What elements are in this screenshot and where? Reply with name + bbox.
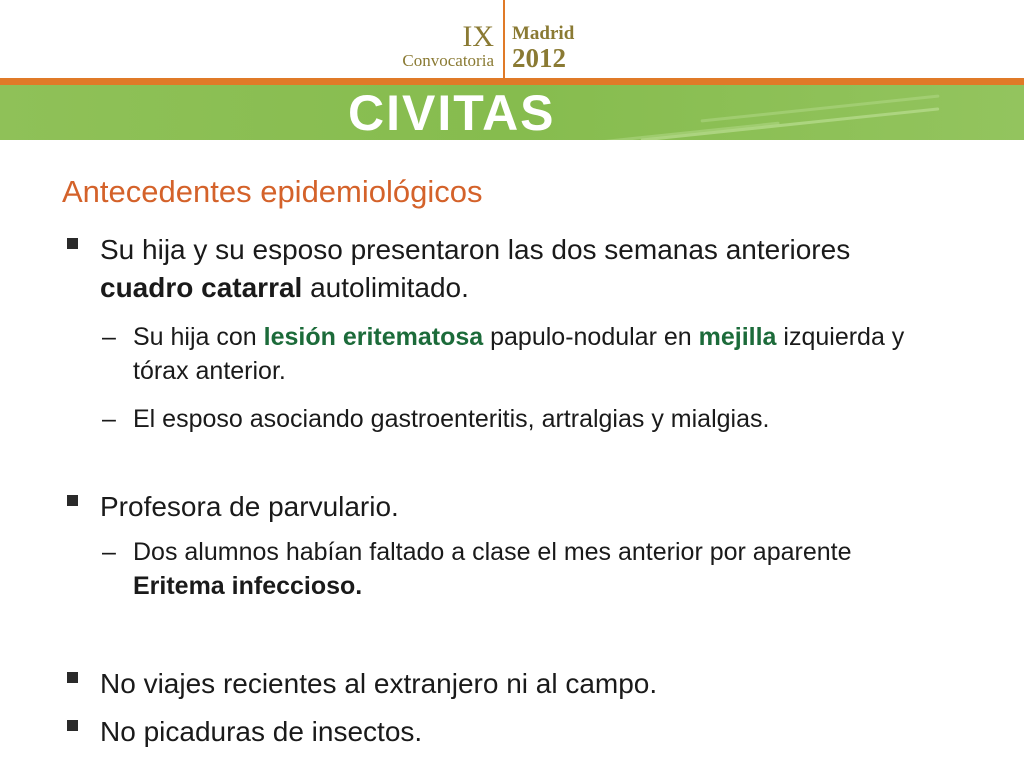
band-decoration-stripe — [600, 122, 779, 140]
sub-item-text: Dos alumnos habían faltado a clase el mes anterior por aparente — [133, 538, 852, 566]
bullet-square-icon — [67, 672, 78, 683]
bullet-square-icon — [67, 238, 78, 249]
list-item: Profesora de parvulario. — [100, 491, 399, 522]
dash-marker: – — [102, 538, 116, 566]
logo-edition-number: IX — [462, 20, 494, 53]
bullet-square-icon — [67, 720, 78, 731]
logo-year: 2012 — [512, 43, 566, 73]
header-orange-line — [0, 78, 1024, 85]
sub-item-text: Su hija con — [133, 323, 264, 351]
logo-city: Madrid — [512, 23, 575, 44]
list-item — [100, 231, 880, 307]
brand-title: CIVITAS — [348, 85, 556, 140]
dash-marker: – — [102, 405, 116, 433]
highlight-term: lesión eritematosa — [263, 323, 484, 351]
sub-item-text: izquierda y tórax anterior. — [133, 323, 905, 385]
list-item-text: Su hija y su esposo presentaron las dos semanas anteriores — [100, 234, 851, 265]
list-item: No viajes recientes al extranjero ni al campo. — [100, 668, 658, 699]
sub-list-item — [133, 535, 923, 603]
sub-item-text: papulo-nodular en — [483, 323, 699, 351]
list-item-text: autolimitado. — [302, 272, 469, 303]
highlight-term: mejilla — [698, 323, 777, 351]
highlight-term: Eritema infeccioso. — [133, 572, 363, 600]
dash-marker: – — [102, 323, 116, 351]
header-band — [0, 85, 1024, 140]
sub-list-item: El esposo asociando gastroenteritis, artralgias y mialgias. — [133, 405, 770, 433]
list-item-emphasis: cuadro catarral — [100, 272, 303, 303]
logo-divider — [503, 0, 505, 78]
logo-convocatoria: Convocatoria — [402, 51, 494, 70]
sub-list-item — [133, 320, 953, 388]
band-decoration-stripe — [701, 94, 940, 122]
bullet-square-icon — [67, 495, 78, 506]
list-item: No picaduras de insectos. — [100, 716, 423, 747]
slide-title: Antecedentes epidemiológicos — [62, 174, 483, 209]
